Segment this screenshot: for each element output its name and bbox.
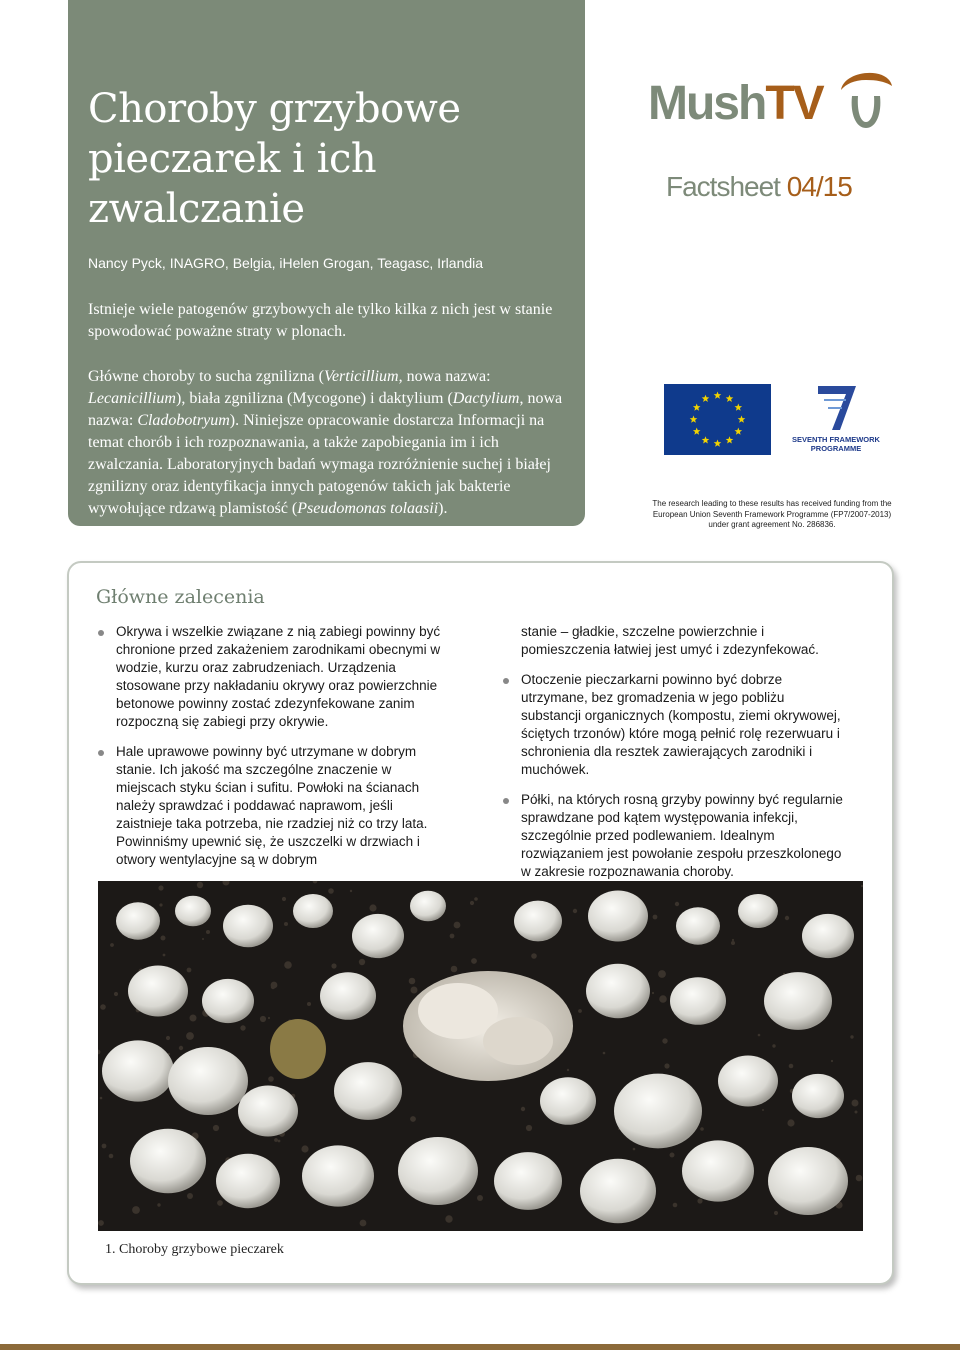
- mushtv-logo: [648, 66, 898, 141]
- bullet-icon: [98, 750, 104, 756]
- mushroom-cap: [116, 902, 160, 939]
- mushroom-cap: [238, 1086, 298, 1137]
- list-item: Półki, na których rosną grzyby powinny być regularnie sprawdzane pod kątem występowania infekcji, szczególnie przed podlewaniem. Idealnym rozwiązaniem jest powołanie zespołu przeszkolonego w zakresie rozpoznawania choroby.: [501, 791, 846, 881]
- mushroom-cap: [334, 1062, 402, 1120]
- mushroom-cap: [580, 1159, 656, 1224]
- mushroom-cap: [320, 972, 376, 1020]
- mushroom-cap: [102, 1040, 174, 1101]
- eu-flag-logo: [664, 384, 771, 455]
- mushroom-cap: [410, 891, 446, 922]
- mushroom-cap: [764, 972, 832, 1030]
- mushroom-cap: [130, 1129, 206, 1194]
- mushroom-cap: [302, 1145, 374, 1206]
- fp7-logo: [790, 380, 882, 456]
- funding-statement: The research leading to these results has received funding from the European Union Seventh Framework Programme (FP7/2007-2013) under grant agreement No. 286836.: [652, 499, 892, 529]
- page-title: Choroby grzybowe pieczarek i ich zwalczanie: [88, 86, 461, 232]
- figure-caption: 1. Choroby grzybowe pieczarek: [105, 1242, 284, 1257]
- mushroom-cap: [792, 1074, 844, 1118]
- mushroom-cap: [223, 905, 273, 948]
- fp7-text-1: SEVENTH FRAMEWORK: [792, 435, 880, 444]
- list-item: Okrywa i wszelkie związane z nią zabiegi powinny być chronione przed zakażeniem zarodnikami obecnymi w wodzie, kurzu oraz zabrudzeniach. Urządzenia stosowane przy nakładaniu okrywy oraz powierzchnie betonowe powinny zostać zdezynfekowane zanim rozpoczną się zabiegi przy okrywie.: [96, 623, 441, 731]
- mushroom-cap: [202, 979, 254, 1023]
- mushroom-cap: [614, 1074, 702, 1149]
- mushroom-cap: [168, 1047, 248, 1115]
- mushroom-cap: [352, 914, 404, 958]
- mushroom-cap: [128, 966, 188, 1017]
- intro-paragraph-1: Istnieje wiele patogenów grzybowych ale tylko kilka z nich jest w stanie spowodować poważne straty w plonach.: [88, 301, 553, 340]
- mushroom-cap: [738, 894, 778, 928]
- mushroom-cap: [293, 894, 333, 928]
- intro-paragraph-2: Główne choroby to sucha zgnilizna (Verticillium, nowa nazwa: Lecanicillium), biała zgnilizna (Mycogone) i daktylium (Dactylium, nowa nazwa: Cladobotryum). Niniejsze opracowanie dostarcza Informacji na temat chorób i ich rozpoznawania, a także zapobiegania im i ich zwalczania. Laboratoryjnych badań wymaga rozróżnienie suchej i białej zgnilizny oraz identyfikacja innych patogenów takich jak bakterie wywołujące rdzawą plamistość (Pseudomonas tolaasii).: [88, 368, 563, 517]
- mushroom-cap: [718, 1056, 778, 1107]
- bullet-icon: [503, 678, 509, 684]
- bullet-icon: [503, 798, 509, 804]
- mushroom-cap: [676, 907, 720, 944]
- mushroom-cap: [175, 896, 211, 927]
- mushroom-cap: [398, 1137, 478, 1205]
- mushroom-icon: [838, 66, 894, 132]
- list-item: Otoczenie pieczarkarni powinno być dobrze utrzymane, bez gromadzenia w jego pobliżu substancji organicznych (kompostu, ziemi okrywowej, ściętych trzonów) które mogą pełnić rolę rezerwuaru i schronienia dla resztek zawierających zarodniki i muchówek.: [501, 671, 846, 779]
- header-panel: [68, 0, 585, 526]
- mushroom-cap: [768, 1147, 848, 1215]
- logo-tv: TV: [765, 77, 823, 130]
- recommendations-right-column: [501, 623, 846, 893]
- mushroom-cap: [216, 1154, 280, 1208]
- authors: Nancy Pyck, INAGRO, Belgia, iHelen Grogan, Teagasc, Irlandia: [88, 255, 484, 271]
- mushroom-cap: [588, 891, 648, 942]
- recommendations-left-column: [96, 623, 441, 881]
- recommendations-box: [67, 561, 894, 1285]
- factsheet-label: Factsheet 04/15: [666, 171, 852, 202]
- factsheet-number: 04/15: [786, 171, 852, 202]
- footer-bar: [0, 1344, 960, 1350]
- mushroom-photo: [98, 881, 863, 1231]
- mushroom-cap: [802, 914, 854, 958]
- mushroom-cap: [540, 1077, 596, 1125]
- list-item: Hale uprawowe powinny być utrzymane w dobrym stanie. Ich jakość ma szczególne znaczenie w miejscach styku ścian i sufitu. Powłoki na ścianach należy sprawdzać i poddawać naprawom, jeśli zaistnieje taka potrzeba, nie rzadziej niż co trzy lata. Powinniśmy upewnić się, że uszczelki w drzwiach i otwory wentylacyjne są w dobrym: [96, 743, 441, 869]
- mushroom-cap: [670, 977, 726, 1025]
- mushroom-cap: [586, 964, 650, 1018]
- fp7-text-2: PROGRAMME: [810, 444, 862, 453]
- mushroom-cap: [494, 1152, 562, 1210]
- section-title: Główne zalecenia: [96, 586, 265, 608]
- mushroom-cap: [682, 1140, 754, 1201]
- bullet-icon: [98, 630, 104, 636]
- logo-mush: Mush: [648, 77, 766, 130]
- list-item-continued: stanie – gładkie, szczelne powierzchnie i pomieszczenia łatwiej jest umyć i zdezynfekować.: [521, 624, 819, 657]
- mushroom-cap: [514, 901, 562, 942]
